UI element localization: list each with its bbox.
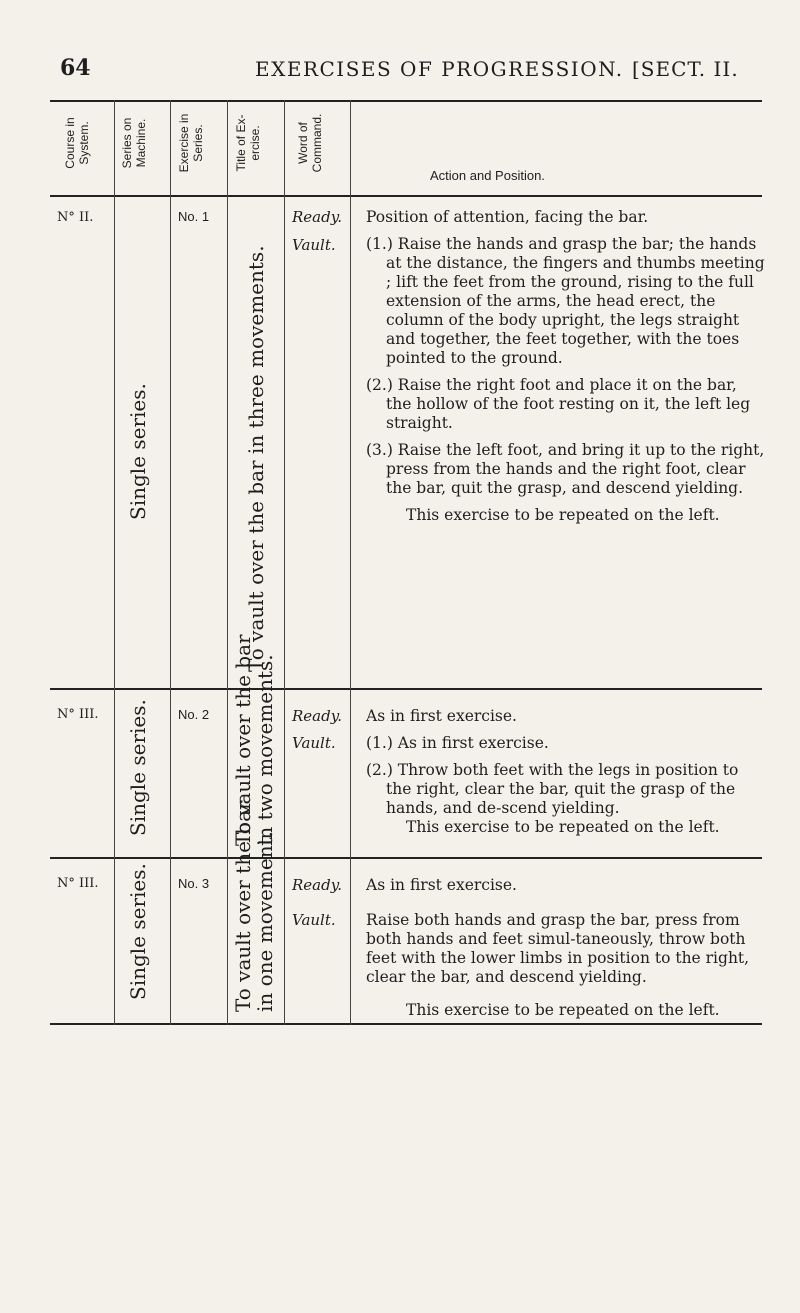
action-lead: As in first exercise. xyxy=(366,876,517,894)
series-cell: Single series. xyxy=(126,699,150,836)
action-step: (2.) Throw both feet with the legs in position to the right, clear the bar, quit the grasp of the hands, and de-scend yielding. xyxy=(366,761,739,817)
header-action: Action and Position. xyxy=(430,168,545,183)
command-vault: Vault. xyxy=(292,734,336,752)
action-step: (3.) Raise the left foot, and bring it up to the right, press from the hands and the right foot, clear the bar, quit the grasp, and descend yielding. xyxy=(366,441,765,497)
col-divider xyxy=(284,100,285,1025)
action-step: (1.) As in first exercise. xyxy=(366,734,549,752)
course-cell: N° II. xyxy=(57,210,94,225)
course-cell: N° III. xyxy=(57,707,99,722)
rule-row1 xyxy=(50,688,762,690)
exercise-title: To vault over the bar in three movements. xyxy=(244,245,268,672)
command-ready: Ready. xyxy=(292,208,342,226)
action-lead: As in first exercise. xyxy=(366,707,517,725)
action-note: This exercise to be repeated on the left. xyxy=(406,818,720,836)
action-text xyxy=(366,876,766,1028)
action-lead: Position of attention, facing the bar. xyxy=(366,208,649,226)
action-step: (2.) Raise the right foot and place it on the bar, the hollow of the foot resting on it, the left leg straight. xyxy=(366,376,751,432)
header-word-of-command: Word of Command. xyxy=(296,113,324,173)
course-cell: N° III. xyxy=(57,876,99,891)
exercise-title: To vault over the bar in two movements. xyxy=(231,634,277,846)
header-title: Title of Ex- ercise. xyxy=(234,114,262,172)
series-cell: Single series. xyxy=(126,383,150,520)
command-ready: Ready. xyxy=(292,707,342,725)
action-text xyxy=(366,707,766,845)
col-divider xyxy=(227,100,228,1025)
col-divider xyxy=(350,100,351,1025)
section-label: [SECT. II. xyxy=(632,57,739,81)
action-step: (1.) Raise the hands and grasp the bar; the hands at the distance, the fingers and thumbs meeting ; lift the feet from the ground, rising to the full extension of the arms, the head erect, the column of the body upright, the legs straight and together, the feet together, with the toes pointed to the ground. xyxy=(366,235,765,367)
col-divider xyxy=(114,100,115,1025)
col-divider xyxy=(170,100,171,1025)
rule-row2 xyxy=(50,857,762,859)
header-exercise: Exercise in Series. xyxy=(177,113,205,173)
action-text xyxy=(366,208,766,533)
action-step: Raise both hands and grasp the bar, press from both hands and feet simul-taneously, throw both feet with the lower limbs in position to the right, clear the bar, and descend yielding. xyxy=(366,911,750,986)
header-course: Course in System. xyxy=(63,117,91,169)
header-series: Series on Machine. xyxy=(120,117,148,169)
running-head: EXERCISES OF PROGRESSION. xyxy=(255,57,624,81)
exercise-number: No. 3 xyxy=(178,876,210,891)
series-cell: Single series. xyxy=(126,863,150,1000)
action-note: This exercise to be repeated on the left. xyxy=(406,506,720,524)
action-note: This exercise to be repeated on the left. xyxy=(406,1001,720,1019)
exercise-number: No. 1 xyxy=(178,209,210,224)
command-vault: Vault. xyxy=(292,236,336,254)
command-vault: Vault. xyxy=(292,911,336,929)
exercise-title: To vault over the bar in one movement. xyxy=(231,800,277,1012)
exercise-number: No. 2 xyxy=(178,707,210,722)
rule-top xyxy=(50,100,762,102)
page-number: 64 xyxy=(60,55,91,81)
rule-header xyxy=(50,195,762,197)
command-ready: Ready. xyxy=(292,876,342,894)
